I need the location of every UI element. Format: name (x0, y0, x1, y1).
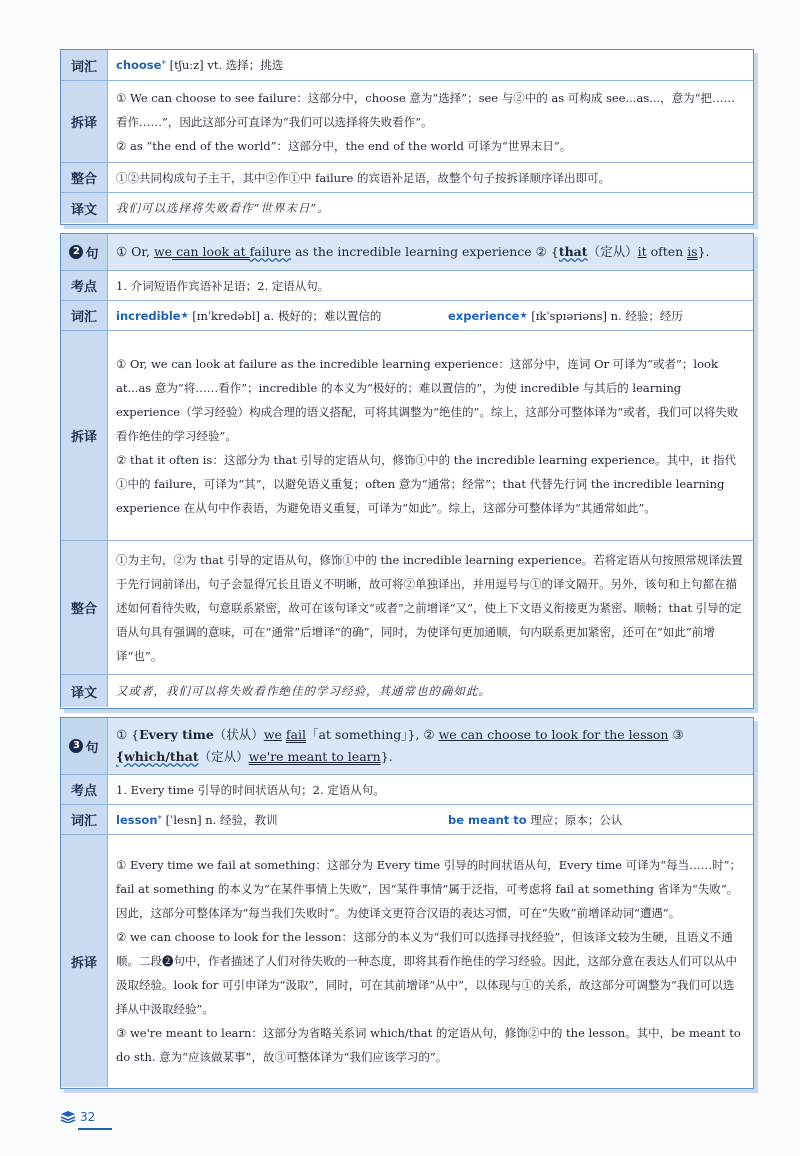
vocab-row (61, 50, 753, 80)
analysis-paragraph: ② that it often is：这部分为 that 引导的定语从句，修饰①中的 the incredible learning experience。其中，it 指代①中的 failure，可译为“其”，以避免语义重复；often 意为“通常；经常”；that 代替先行词 the incredible learning experience 在从句中作表语，为避免语义重复，可译为“如此”。综上，这部分可整体译为“其通常如此”。 (116, 452, 737, 515)
integrate-row (61, 540, 753, 674)
sentence-number: 3 (69, 739, 83, 753)
analysis-paragraph: ① We can choose to see failure：这部分中，choose 意为“选择”；see 与②中的 as 可构成 see...as...，意为“把……看作……”，因此这部分可直译为“我们可以选择将失败看作”。 (116, 90, 736, 129)
row-label: 拆译 (61, 331, 108, 540)
analysis-paragraph: ① Every time we fail at something：这部分为 Every time 引导的时间状语从句，Every time 可译为“每当……时”；fail at something 的本义为“在某件事情上失败”，因“某件事情”属于泛指，可考虑将 fail at something 省译为“失败”。因此，这部分可整体译为“每当我们失败时”。为使译文更符合汉语的表达习惯，可在“失败”前增译动词“遭遇”。 (116, 858, 741, 920)
row-label: 词汇 (61, 50, 108, 80)
star-icon: ★ (180, 310, 189, 321)
star-icon: * (157, 814, 163, 825)
vocab-word: be meant to (448, 812, 527, 827)
sentence-number: 2 (69, 245, 83, 259)
sentence-text: ① Or, we can look at failure as the incredible learning experience ② {that（定从）it often is}. (116, 244, 710, 259)
row-label: 译文 (61, 675, 108, 707)
sentence-text: ① {Every time（状从）we fail「at something」}, ② we can choose to look for the lesson ③ {which/that（定从）we're meant to learn}. (116, 727, 684, 764)
row-label: 考点 (61, 271, 108, 300)
points-text: 1. 介词短语作宾语补足语；2. 定语从句。 (116, 278, 330, 293)
vocab-definition: [ɪnˈkredəbl] a. 极好的；难以置信的 (188, 308, 382, 323)
integrate-text: ①②共同构成句子主干，其中②作①中 failure 的宾语补足语，故整个句子按拆译顺序译出即可。 (116, 170, 610, 185)
row-label: 拆译 (61, 835, 108, 1087)
vocab-word: choose (116, 58, 162, 72)
points-text: 1. Every time 引导的时间状语从句；2. 定语从句。 (116, 782, 385, 797)
row-label: 词汇 (61, 805, 108, 834)
star-icon: ★ (519, 310, 528, 321)
row-label: 整合 (61, 163, 108, 192)
analysis-row (61, 80, 753, 162)
translation-row (61, 192, 753, 223)
analysis-row (61, 834, 753, 1087)
vocab-definition: [ˈlesn] n. 经验，教训 (162, 812, 278, 827)
section-sentence-3 (60, 717, 754, 1089)
sentence-header (61, 718, 753, 774)
row-label: 词汇 (61, 301, 108, 330)
row-label: 译文 (61, 193, 108, 223)
vocab-row (61, 300, 753, 330)
page-number: 32 (80, 1110, 96, 1124)
analysis-paragraph: ③ we're meant to learn：这部分为省略关系词 which/that 的定语从句，修饰②中的 the lesson。其中，be meant to do sth. 意为“应该做某事”，故③可整体译为“我们应该学习的”。 (116, 1026, 741, 1064)
vocab-row (61, 804, 753, 834)
integrate-row (61, 162, 753, 192)
analysis-paragraph: ② as “the end of the world”：这部分中，the end of the world 可译为“世界末日”。 (116, 138, 572, 153)
translation-text: 又或者，我们可以将失败看作绝佳的学习经验，其通常也的确如此。 (116, 684, 491, 698)
sentence-header (61, 234, 753, 270)
vocab-word: experience (448, 308, 520, 323)
book-icon (60, 1111, 76, 1123)
vocab-definition: [ɪkˈspɪəriəns] n. 经验；经历 (527, 308, 683, 323)
vocab-definition: [tʃuːz] vt. 选择；挑选 (165, 58, 284, 72)
points-row (61, 270, 753, 300)
points-row (61, 774, 753, 804)
page-underline (78, 1128, 112, 1130)
page-footer (60, 1110, 95, 1124)
vocab-word: lesson (116, 812, 158, 827)
analysis-paragraph: ① Or, we can look at failure as the incredible learning experience：这部分中，连词 Or 可译为“或者”；look at...as 意为“将……看作”；incredible 的本义为“极好的；难以置信的”，为使 incredible 与其后的 learning experience（学习经验）构成合理的语义搭配，可将其调整为“绝佳的”。综上，这部分可整体译为“或者，我们可以将失败看作绝佳的学习经验”。 (116, 356, 739, 443)
star-icon: * (161, 60, 166, 70)
sentence-label: 句 (85, 246, 99, 262)
row-label: 拆译 (61, 81, 108, 162)
analysis-paragraph: ② we can choose to look for the lesson：这部分的本义为“我们可以选择寻找经验”，但该译文较为生硬，且语义不通顺。二段❷句中，作者描述了人们对待失败的一种态度，即将其看作绝佳的学习经验。因此，这部分意在表达人们可以从中汲取经验。look for 可引申译为“汲取”，同时，可在其前增译“从中”，以体现与①的关系，故这部分可调整为“我们可以选择从中汲取经验”。 (116, 930, 737, 1016)
sentence-label: 句 (85, 740, 99, 756)
translation-row (61, 674, 753, 707)
vocab-definition: 理应；原本；公认 (526, 812, 623, 827)
section-sentence-2 (60, 233, 754, 709)
section-continued (60, 49, 754, 225)
translation-text: 我们可以选择将失败看作“世界末日”。 (116, 201, 330, 215)
analysis-row (61, 330, 753, 540)
row-label: 整合 (61, 541, 108, 674)
integrate-text: ①为主句，②为 that 引导的定语从句，修饰①中的 the incredible learning experience。若将定语从句按照常规译法置于先行词前译出，句子会显得冗长且语义不明晰，故可将②单独译出，并用逗号与①的译文隔开。另外，该句和上句都在描述如何看待失败，句意联系紧密，故可在该句译文“或者”之前增译“又”，使上下文语义衔接更为紧密、顺畅；that 引导的定语从句具有强调的意味，可在“通常”后增译“的确”，同时，为使译句更加通顺，句内联系更加紧密，还可在“如此”前增译“也”。 (116, 552, 743, 663)
row-label: 考点 (61, 775, 108, 804)
vocab-word: incredible (116, 308, 181, 323)
